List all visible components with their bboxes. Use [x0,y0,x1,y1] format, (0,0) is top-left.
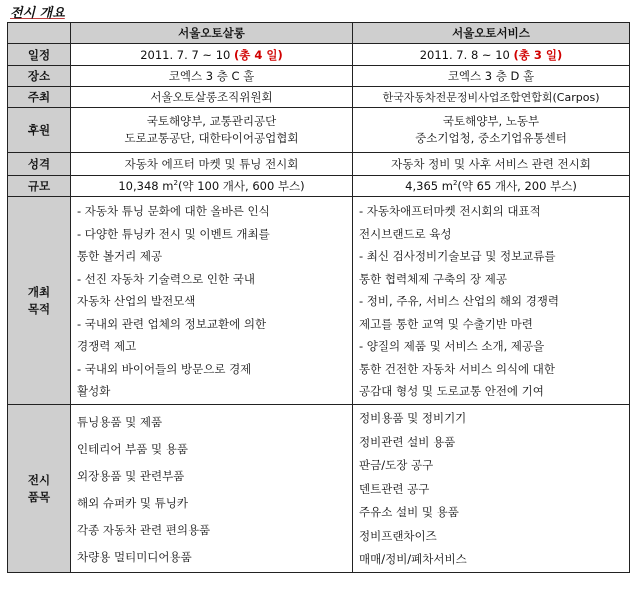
sponsor-right-line: 중소기업청, 중소기업유통센터 [415,131,567,145]
items-right-line: 정비관련 설비 용품 [359,434,456,449]
purpose-left-line: - 자동차 튜닝 문화에 대한 올바른 인식 [77,204,270,218]
label-purpose-line2: 목적 [27,301,51,316]
schedule-right [353,44,630,66]
purpose-right-line: 통한 건전한 자동차 서비스 의식에 대한 [359,361,556,376]
scale-right-area: 4,365 m [405,179,453,193]
schedule-right-duration: (총 3 일) [513,47,563,62]
row-items [8,405,630,573]
label-host: 주최 [8,87,71,108]
venue-left: 코엑스 3 층 C 홀 [71,66,353,87]
items-left-line: 각종 자동차 관련 편의용품 [77,523,211,537]
items-right-line: 정비프랜차이즈 [359,528,437,543]
purpose-right-line: 전시브랜드로 육성 [359,226,452,241]
purpose-right [353,197,630,405]
venue-right: 코엑스 3 층 D 홀 [353,66,630,87]
row-venue [8,66,630,87]
items-left [71,405,353,573]
label-items [8,405,71,573]
label-schedule: 일정 [8,44,71,66]
sponsor-right-line: 국토해양부, 노동부 [442,114,540,128]
nature-right: 자동차 정비 및 사후 서비스 관련 전시회 [353,153,630,176]
header-row [8,23,630,44]
items-left-line: 해외 슈퍼카 및 튜닝카 [77,496,188,510]
scale-right [353,176,630,197]
host-right: 한국자동차전문정비사업조합연합회(Carpos) [353,87,630,108]
items-right [353,405,630,573]
purpose-left [71,197,353,405]
schedule-left [71,44,353,66]
row-sponsor [8,108,630,153]
purpose-left-line: - 국내외 관련 업체의 정보교환에 의한 [77,316,267,331]
sponsor-left [71,108,353,153]
purpose-right-line: - 정비, 주유, 서비스 산업의 해외 경쟁력 [359,294,560,308]
header-seoul-auto-service: 서울오토서비스 [353,23,630,44]
schedule-left-dates: 2011. 7. 7 ~ 10 [140,47,234,62]
sponsor-left-line: 국토해양부, 교통관리공단 [146,114,277,128]
label-scale: 규모 [8,176,71,197]
purpose-left-line: - 다양한 튜닝카 전시 및 이벤트 개최를 [77,226,270,241]
label-nature: 성격 [8,153,71,176]
purpose-left-line: 경쟁력 제고 [77,339,137,353]
label-items-line2: 품목 [27,489,51,504]
host-left: 서울오토살롱조직위원회 [71,87,353,108]
exhibition-overview-table [7,22,630,573]
schedule-right-dates: 2011. 7. 8 ~ 10 [419,47,514,62]
nature-left: 자동차 에프터 마켓 및 튜닝 전시회 [71,153,353,176]
row-scale [8,176,630,197]
items-right-line: 덴트관련 공구 [359,481,430,496]
label-venue: 장소 [8,66,71,87]
row-host [8,87,630,108]
label-purpose-line1: 개최 [27,284,51,299]
scale-left-sup: 2 [173,179,178,188]
row-nature [8,153,630,176]
label-items-line1: 전시 [27,472,51,487]
purpose-left-line: - 국내외 바이어들의 방문으로 경제 [77,361,252,376]
purpose-right-line: 공감대 형성 및 도로교통 안전에 기여 [359,384,544,398]
items-right-line: 정비용품 및 정비기기 [359,411,467,425]
items-left-line: 인테리어 부품 및 용품 [77,442,188,456]
scale-left-detail: (약 100 개사, 600 부스) [177,179,305,193]
purpose-left-line: 자동차 산업의 발전모색 [77,294,196,308]
items-right-line: 매매/정비/폐차서비스 [359,552,467,566]
label-sponsor: 후원 [8,108,71,153]
purpose-right-line: - 자동차애프터마켓 전시회의 대표적 [359,204,541,218]
label-purpose [8,197,71,405]
purpose-left-line: - 선진 자동차 기술력으로 인한 국내 [77,271,255,286]
scale-left-area: 10,348 m [118,179,174,193]
scale-right-sup: 2 [452,179,458,188]
purpose-left-line: 활성화 [77,384,111,398]
schedule-left-duration: (총 4 일) [234,47,283,62]
scale-right-detail: (약 65 개사, 200 부스) [457,179,577,193]
row-schedule [8,44,630,66]
purpose-right-line: 제고를 통한 교역 및 수출기반 마련 [359,316,533,331]
items-left-line: 외장용품 및 관련부품 [77,469,185,483]
section-title: 전시 개요 [10,6,65,21]
purpose-left-line: 통한 볼거리 제공 [77,249,163,263]
sponsor-right [353,108,630,153]
scale-left [71,176,353,197]
items-right-line: 판금/도장 공구 [359,458,434,472]
sponsor-left-line: 도로교통공단, 대한타이어공업협회 [124,131,299,145]
purpose-right-line: - 양질의 제품 및 서비스 소개, 제공을 [359,339,545,353]
purpose-right-line: 통한 협력체제 구축의 장 제공 [359,271,507,286]
purpose-right-line: - 최신 검사정비기술보급 및 정보교류를 [359,249,556,263]
items-left-line: 차량용 멀티미디어용품 [77,550,192,564]
row-purpose [8,197,630,405]
items-left-line: 튜닝용품 및 제품 [77,415,163,429]
header-seoul-auto-salon: 서울오토살롱 [71,23,353,44]
items-right-line: 주유소 설비 및 용품 [359,505,459,519]
header-empty [8,23,71,44]
